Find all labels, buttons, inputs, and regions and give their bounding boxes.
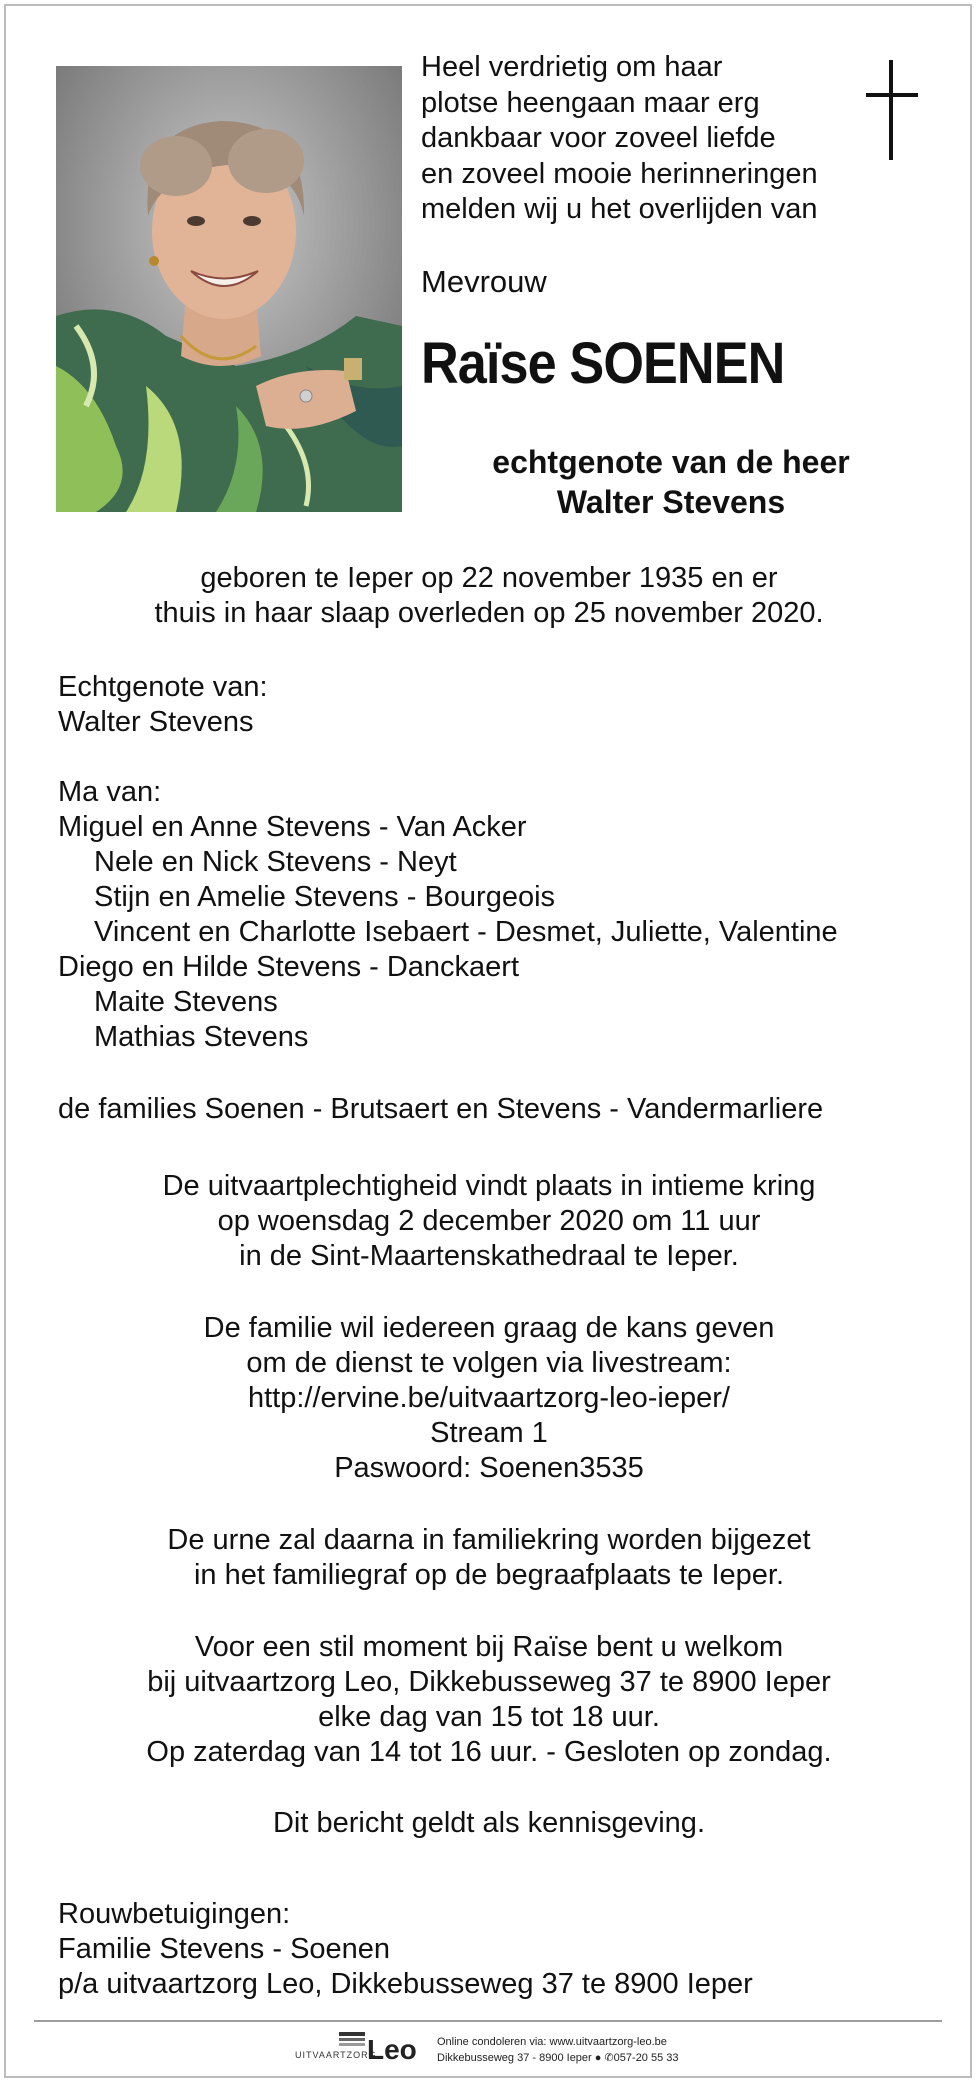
- livestream-text: [58, 1311, 920, 1486]
- children-section: [58, 775, 838, 1055]
- ceremony-line: De uitvaartplechtigheid vindt plaats in intieme kring: [162, 1170, 816, 1202]
- footer-website[interactable]: Online condoleren via: www.uitvaartzorg-leo.be: [437, 2036, 667, 2048]
- portrait-photo: [56, 66, 402, 512]
- intro-line: plotse heengaan maar erg: [421, 86, 760, 119]
- visit-text: [58, 1630, 920, 1770]
- notice-line: Dit bericht geldt als kennisgeving.: [272, 1807, 705, 1839]
- family-line: Nele en Nick Stevens - Neyt: [94, 846, 457, 878]
- condolence-line: p/a uitvaartzorg Leo, Dikkebusseweg 37 te 8900 Ieper: [58, 1968, 753, 2000]
- visit-line: elke dag van 15 tot 18 uur.: [318, 1701, 660, 1733]
- birth-line: geboren te Ieper op 22 november 1935 en er: [200, 562, 778, 594]
- latin-cross-icon: [862, 60, 922, 160]
- section-heading: Rouwbetuigingen:: [58, 1898, 291, 1930]
- livestream-line: De familie wil iedereen graag de kans geven: [203, 1312, 775, 1344]
- logo-small-text: UITVAARTZORG: [295, 2050, 377, 2060]
- family-line: Mathias Stevens: [94, 1021, 309, 1053]
- birth-line: thuis in haar slaap overleden op 25 november 2020.: [154, 597, 824, 629]
- visit-line: Op zaterdag van 14 tot 16 uur. - Gesloten op zondag.: [146, 1736, 832, 1768]
- notice-text: [58, 1806, 920, 1841]
- intro-line: melden wij u het overlijden van: [421, 193, 818, 225]
- intro-line: en zoveel mooie herinneringen: [421, 157, 818, 190]
- families-line: [58, 1092, 823, 1127]
- visit-line: bij uitvaartzorg Leo, Dikkebusseweg 37 te 8900 Ieper: [147, 1666, 831, 1698]
- spouse-line: Walter Stevens: [556, 484, 786, 520]
- footer-contact: [437, 2034, 679, 2066]
- funeral-home-logo: [295, 2030, 425, 2066]
- livestream-link[interactable]: http://ervine.be/uitvaartzorg-leo-ieper/: [248, 1382, 730, 1414]
- section-heading: Echtgenote van:: [58, 671, 268, 703]
- family-line: Miguel en Anne Stevens - Van Acker: [58, 811, 527, 843]
- spouse-line: echtgenote van de heer: [492, 444, 850, 480]
- logo-big-text: Leo: [367, 2034, 417, 2065]
- family-line: Stijn en Amelie Stevens - Bourgeois: [94, 881, 556, 913]
- family-line: Maite Stevens: [94, 986, 278, 1018]
- logo-mark-icon: [339, 2032, 365, 2046]
- intro-line: Heel verdrietig om haar: [421, 51, 723, 83]
- livestream-line: Stream 1: [430, 1417, 548, 1449]
- family-line: Diego en Hilde Stevens - Danckaert: [58, 951, 520, 983]
- ceremony-line: in de Sint-Maartenskathedraal te Ieper.: [239, 1240, 739, 1272]
- deceased-name: Raïse SOENEN: [421, 331, 785, 396]
- spouse-name: Walter Stevens: [58, 706, 254, 738]
- intro-text: [421, 50, 818, 228]
- condolences-section: [58, 1897, 753, 2002]
- intro-line: dankbaar voor zoveel liefde: [421, 122, 776, 154]
- ceremony-line: op woensdag 2 december 2020 om 11 uur: [217, 1205, 761, 1237]
- birth-death-text: [58, 561, 920, 631]
- family-line: Vincent en Charlotte Isebaert - Desmet, Juliette, Valentine: [94, 916, 838, 948]
- portrait-illustration: [56, 66, 402, 512]
- livestream-line: om de dienst te volgen via livestream:: [246, 1347, 732, 1379]
- footer-divider: [34, 2020, 942, 2022]
- urn-text: [58, 1523, 920, 1593]
- condolence-line: Familie Stevens - Soenen: [58, 1933, 391, 1965]
- ceremony-text: [58, 1169, 920, 1274]
- salutation: Mevrouw: [421, 264, 547, 299]
- livestream-line: Paswoord: Soenen3535: [334, 1452, 644, 1484]
- spouse-heading: [440, 442, 902, 522]
- urn-line: De urne zal daarna in familiekring worden bijgezet: [167, 1524, 811, 1556]
- spouse-section: [58, 670, 268, 740]
- footer-address: Dikkebusseweg 37 - 8900 Ieper ● ✆057-20 55 33: [437, 2052, 679, 2064]
- families-text: de families Soenen - Brutsaert en Stevens - Vandermarliere: [58, 1093, 824, 1125]
- urn-line: in het familiegraf op de begraafplaats te Ieper.: [193, 1559, 785, 1591]
- visit-line: Voor een stil moment bij Raïse bent u welkom: [194, 1631, 784, 1663]
- section-heading: Ma van:: [58, 776, 162, 808]
